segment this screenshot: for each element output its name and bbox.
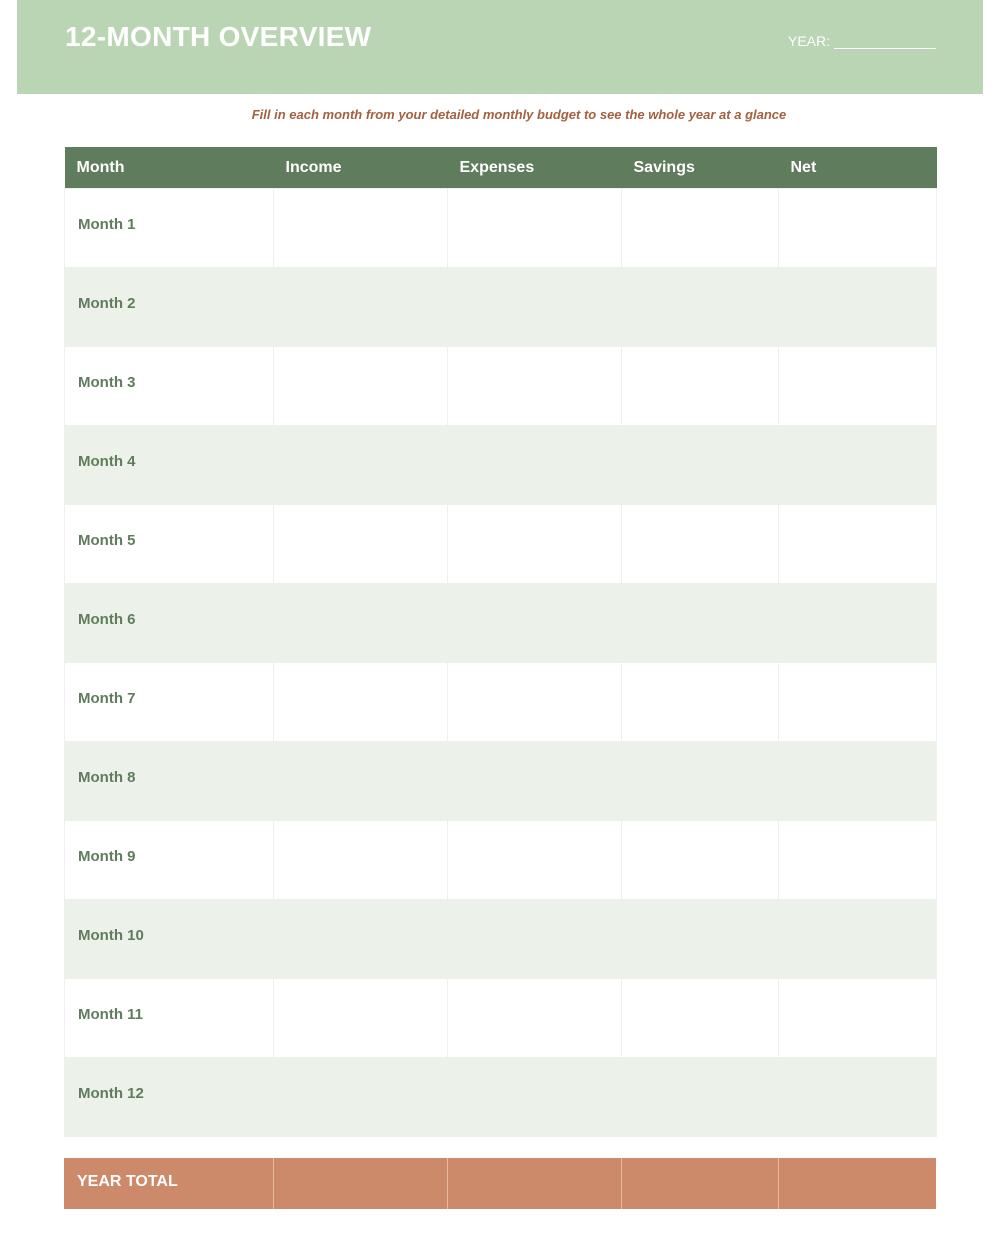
month-label: Month 12 [65,1058,274,1137]
net-cell[interactable] [779,663,937,742]
month-label: Month 1 [65,189,274,268]
net-cell[interactable] [779,189,937,268]
savings-cell[interactable] [622,979,779,1058]
savings-cell[interactable] [622,900,779,979]
net-cell[interactable] [779,347,937,426]
income-cell[interactable] [274,584,448,663]
savings-cell[interactable] [622,821,779,900]
expenses-cell[interactable] [448,742,622,821]
income-cell[interactable] [274,663,448,742]
expenses-cell[interactable] [448,505,622,584]
net-cell[interactable] [779,505,937,584]
savings-cell[interactable] [622,268,779,347]
expenses-cell[interactable] [448,426,622,505]
page-title: 12-MONTH OVERVIEW [65,21,372,52]
column-header-net: Net [779,147,937,189]
savings-cell[interactable] [622,584,779,663]
table-header-row [65,147,937,189]
income-cell[interactable] [274,505,448,584]
column-header-income: Income [274,147,448,189]
savings-cell[interactable] [622,663,779,742]
table-row [65,742,937,821]
net-cell[interactable] [779,426,937,505]
month-label: Month 4 [65,426,274,505]
savings-cell[interactable] [622,347,779,426]
table-row [65,584,937,663]
year-total-table [64,1158,936,1209]
column-header-savings: Savings [622,147,779,189]
income-cell[interactable] [274,1058,448,1137]
income-cell[interactable] [274,347,448,426]
net-cell[interactable] [779,584,937,663]
year-field [788,33,936,49]
expenses-cell[interactable] [448,979,622,1058]
column-header-expenses: Expenses [448,147,622,189]
month-label: Month 9 [65,821,274,900]
year-label: YEAR: [787,33,830,49]
year-total-net-cell[interactable] [778,1158,936,1209]
month-label: Month 3 [65,347,274,426]
income-cell[interactable] [274,268,448,347]
net-cell[interactable] [779,268,937,347]
table-row [65,979,937,1058]
month-label: Month 2 [65,268,274,347]
net-cell[interactable] [779,900,937,979]
net-cell[interactable] [779,742,937,821]
net-cell[interactable] [779,1058,937,1137]
month-label: Month 5 [65,505,274,584]
table-row [65,1058,937,1137]
year-total-income-cell[interactable] [273,1158,447,1209]
net-cell[interactable] [779,979,937,1058]
instruction-subtitle: Fill in each month from your detailed monthly budget to see the whole year at a glance [251,107,787,122]
income-cell[interactable] [274,742,448,821]
table-row [65,821,937,900]
monthly-overview-table [64,147,937,1137]
table-row [65,663,937,742]
expenses-cell[interactable] [448,189,622,268]
table-row [65,189,937,268]
income-cell[interactable] [274,426,448,505]
savings-cell[interactable] [622,189,779,268]
expenses-cell[interactable] [448,347,622,426]
month-label: Month 11 [65,979,274,1058]
year-total-row [64,1158,936,1209]
column-header-month: Month [65,147,274,189]
net-cell[interactable] [779,821,937,900]
expenses-cell[interactable] [448,663,622,742]
income-cell[interactable] [274,900,448,979]
table-row [65,900,937,979]
table-row [65,505,937,584]
savings-cell[interactable] [622,742,779,821]
year-total-label: YEAR TOTAL [64,1158,273,1209]
expenses-cell[interactable] [448,1058,622,1137]
income-cell[interactable] [274,821,448,900]
year-total-savings-cell[interactable] [621,1158,778,1209]
month-label: Month 6 [65,584,274,663]
expenses-cell[interactable] [448,900,622,979]
month-label: Month 8 [65,742,274,821]
table-row [65,426,937,505]
expenses-cell[interactable] [448,821,622,900]
savings-cell[interactable] [622,426,779,505]
year-input-line[interactable] [834,35,936,49]
expenses-cell[interactable] [448,584,622,663]
savings-cell[interactable] [622,1058,779,1137]
income-cell[interactable] [274,979,448,1058]
expenses-cell[interactable] [448,268,622,347]
month-label: Month 7 [65,663,274,742]
year-total-expenses-cell[interactable] [447,1158,621,1209]
income-cell[interactable] [274,189,448,268]
savings-cell[interactable] [622,505,779,584]
table-row [65,347,937,426]
table-body [65,189,937,1137]
month-label: Month 10 [65,900,274,979]
table-row [65,268,937,347]
